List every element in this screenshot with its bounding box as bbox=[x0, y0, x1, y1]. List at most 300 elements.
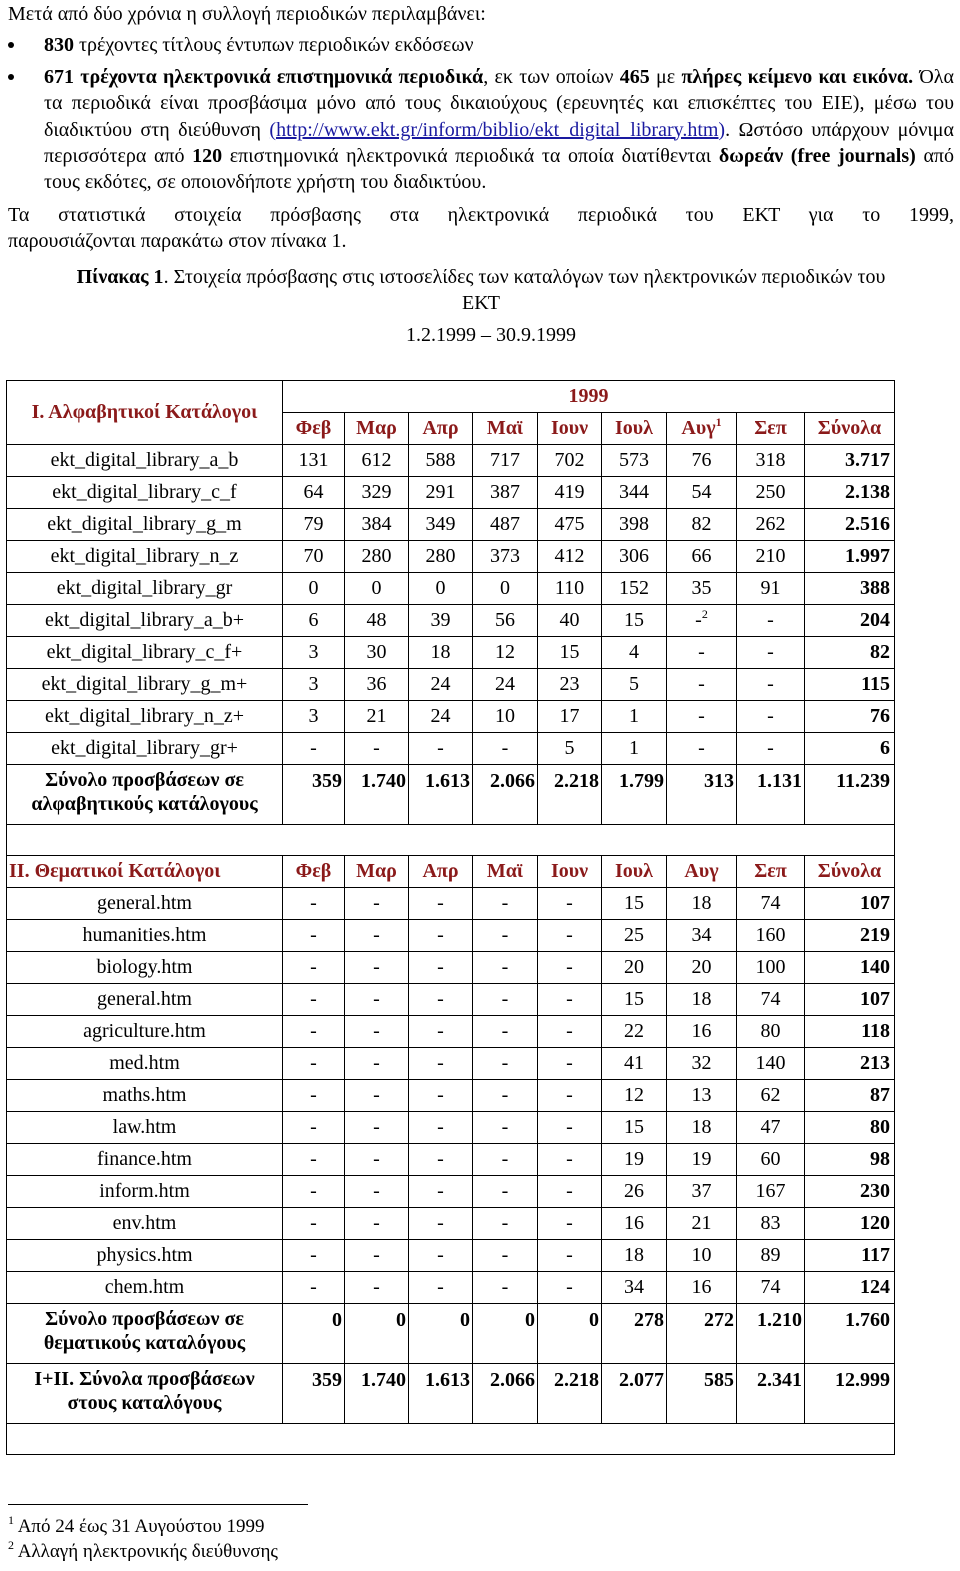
sum-value: 2.218 bbox=[538, 765, 602, 825]
table-row bbox=[7, 1048, 895, 1080]
value-cell: 6 bbox=[283, 605, 345, 637]
footnote-text: Από 24 έως 31 Αυγούστου 1999 bbox=[14, 1516, 265, 1537]
table-row bbox=[7, 605, 895, 637]
sum-value: 0 bbox=[283, 1304, 345, 1364]
total-cell: 124 bbox=[805, 1272, 895, 1304]
value-cell: - bbox=[283, 1080, 345, 1112]
value-cell: - bbox=[283, 984, 345, 1016]
value-cell: 79 bbox=[283, 509, 345, 541]
value-cell: - bbox=[283, 1112, 345, 1144]
print-text: τρέχοντες τίτλους έντυπων περιοδικών εκδόσεων bbox=[74, 34, 474, 57]
table-row bbox=[7, 573, 895, 605]
value-cell: 83 bbox=[737, 1208, 805, 1240]
month-header: Μαϊ bbox=[473, 413, 538, 445]
blank-row bbox=[7, 825, 895, 856]
value-cell: - bbox=[345, 1240, 409, 1272]
total-cell: 82 bbox=[805, 637, 895, 669]
value-cell: - bbox=[538, 1048, 602, 1080]
total-cell: 6 bbox=[805, 733, 895, 765]
free-text: από τους εκδότες, σε οποιονδήποτε χρήστη του διαδικτύου. bbox=[44, 144, 955, 194]
value-cell: - bbox=[345, 888, 409, 920]
value-cell: 12 bbox=[473, 637, 538, 669]
value-cell: 412 bbox=[538, 541, 602, 573]
stats-paragraph-line: Τα στατιστικά στοιχεία πρόσβασης στα ηλεκτρονικά περιοδικά του ΕΚΤ για το 1999, bbox=[8, 203, 954, 226]
month-header: Φεβ bbox=[283, 856, 345, 888]
value-cell: 329 bbox=[345, 477, 409, 509]
total-cell: 213 bbox=[805, 1048, 895, 1080]
table-row bbox=[7, 445, 895, 477]
value-cell: 702 bbox=[538, 445, 602, 477]
value-cell: - bbox=[409, 920, 473, 952]
value-cell: - bbox=[737, 733, 805, 765]
value-cell: - bbox=[409, 1080, 473, 1112]
value-cell: - bbox=[667, 637, 737, 669]
sum-row-alphabetical bbox=[7, 765, 895, 825]
period-text: 1.2.1999 – 30.9.1999 bbox=[406, 324, 576, 347]
sum-value: 0 bbox=[409, 1304, 473, 1364]
value-cell: - bbox=[473, 952, 538, 984]
sum-label: Σύνολο προσβάσεων σε αλφαβητικούς κατάλογους bbox=[7, 765, 283, 825]
sum-value: 278 bbox=[602, 1304, 667, 1364]
sum-value: 1.131 bbox=[737, 765, 805, 825]
stats-table bbox=[6, 380, 895, 1455]
value-cell: 21 bbox=[667, 1208, 737, 1240]
blank-row bbox=[7, 1424, 895, 1455]
total-cell: 3.717 bbox=[805, 445, 895, 477]
value-cell: - bbox=[538, 1016, 602, 1048]
table-row bbox=[7, 1208, 895, 1240]
total-cell: 107 bbox=[805, 888, 895, 920]
value-cell: - bbox=[345, 1272, 409, 1304]
bullet-icon bbox=[8, 74, 14, 80]
value-cell: 487 bbox=[473, 509, 538, 541]
total-cell: 107 bbox=[805, 984, 895, 1016]
value-cell: 167 bbox=[737, 1176, 805, 1208]
sum-value: 359 bbox=[283, 765, 345, 825]
value-cell: 250 bbox=[737, 477, 805, 509]
value-cell: 19 bbox=[602, 1144, 667, 1176]
value-cell: 3 bbox=[283, 701, 345, 733]
value-cell: - bbox=[538, 1176, 602, 1208]
catalog-name: humanities.htm bbox=[7, 920, 283, 952]
value-cell: 16 bbox=[667, 1272, 737, 1304]
value-cell: 35 bbox=[667, 573, 737, 605]
value-cell: 16 bbox=[602, 1208, 667, 1240]
access-text: Όλα τα περιοδικά είναι προσβάσιμα μόνο από τους δικαιούχους (ερευνητές και επισκέπτες του ΕΙΕ), μέσω του διαδικτύου στη διεύθυνση bbox=[44, 65, 954, 141]
total-cell: 2.516 bbox=[805, 509, 895, 541]
value-cell: 18 bbox=[409, 637, 473, 669]
value-cell: 4 bbox=[602, 637, 667, 669]
total-cell: 120 bbox=[805, 1208, 895, 1240]
value-cell: 36 bbox=[345, 669, 409, 701]
value-cell: 373 bbox=[473, 541, 538, 573]
month-header: Απρ bbox=[409, 413, 473, 445]
value-cell: 23 bbox=[538, 669, 602, 701]
total-cell: 87 bbox=[805, 1080, 895, 1112]
total-cell: 118 bbox=[805, 1016, 895, 1048]
blank-cell bbox=[7, 1424, 895, 1455]
sum-value: 2.341 bbox=[737, 1364, 805, 1424]
value-cell: 82 bbox=[667, 509, 737, 541]
value-cell: - bbox=[667, 733, 737, 765]
value-cell: 13 bbox=[667, 1080, 737, 1112]
sum-value: 2.066 bbox=[473, 1364, 538, 1424]
bullet-list bbox=[8, 32, 954, 195]
value-cell: 74 bbox=[737, 1272, 805, 1304]
value-cell: 64 bbox=[283, 477, 345, 509]
sum-value: 1.613 bbox=[409, 1364, 473, 1424]
footnote-ref: 2 bbox=[701, 607, 708, 622]
value-cell: 70 bbox=[283, 541, 345, 573]
value-cell: 40 bbox=[538, 605, 602, 637]
value-cell: - bbox=[345, 952, 409, 984]
catalog-name: chem.htm bbox=[7, 1272, 283, 1304]
total-cell: 204 bbox=[805, 605, 895, 637]
total-cell: 388 bbox=[805, 573, 895, 605]
month-header: Ιουν bbox=[538, 856, 602, 888]
value-cell: - bbox=[473, 733, 538, 765]
month-header: Ιουν bbox=[538, 413, 602, 445]
caption-label: Πίνακας 1 bbox=[76, 265, 164, 288]
value-cell: 47 bbox=[737, 1112, 805, 1144]
sum-value: 585 bbox=[667, 1364, 737, 1424]
footnote-text: Αλλαγή ηλεκτρονικής διεύθυνσης bbox=[14, 1541, 278, 1562]
value-cell: 12 bbox=[602, 1080, 667, 1112]
value-cell: 17 bbox=[538, 701, 602, 733]
value-cell: 20 bbox=[602, 952, 667, 984]
value-cell: - bbox=[473, 1048, 538, 1080]
value-cell: 34 bbox=[667, 920, 737, 952]
value-cell: - bbox=[283, 1208, 345, 1240]
total-cell: 76 bbox=[805, 701, 895, 733]
month-header: Ιουλ bbox=[602, 856, 667, 888]
value-cell: 15 bbox=[602, 984, 667, 1016]
month-header: Σύνολα bbox=[805, 413, 895, 445]
value-cell: 62 bbox=[737, 1080, 805, 1112]
value-cell: 15 bbox=[602, 888, 667, 920]
value-cell: - bbox=[283, 888, 345, 920]
total-cell: 140 bbox=[805, 952, 895, 984]
table-row bbox=[7, 1080, 895, 1112]
value-cell: - bbox=[345, 1144, 409, 1176]
value-cell: 76 bbox=[667, 445, 737, 477]
catalog-name: ekt_digital_library_gr bbox=[7, 573, 283, 605]
value-cell: - bbox=[737, 669, 805, 701]
value-cell: 91 bbox=[737, 573, 805, 605]
table-row bbox=[7, 888, 895, 920]
value-cell: 588 bbox=[409, 445, 473, 477]
value-cell: - bbox=[473, 1112, 538, 1144]
value-cell: - bbox=[473, 1016, 538, 1048]
sum-value: 1.210 bbox=[737, 1304, 805, 1364]
value-cell: - bbox=[345, 1048, 409, 1080]
value-cell: - bbox=[409, 733, 473, 765]
value-cell: - bbox=[473, 1272, 538, 1304]
sum-label: Ι+ΙΙ. Σύνολα προσβάσεων στους καταλόγους bbox=[7, 1364, 283, 1424]
value-cell: 280 bbox=[409, 541, 473, 573]
catalog-name: med.htm bbox=[7, 1048, 283, 1080]
table-row bbox=[7, 733, 895, 765]
value-cell: - bbox=[345, 1016, 409, 1048]
document-page bbox=[8, 0, 954, 349]
table-row bbox=[7, 509, 895, 541]
value-cell: 398 bbox=[602, 509, 667, 541]
value-cell: - bbox=[538, 1240, 602, 1272]
value-cell: 0 bbox=[283, 573, 345, 605]
value-cell: 25 bbox=[602, 920, 667, 952]
value-cell: 306 bbox=[602, 541, 667, 573]
value-cell: 15 bbox=[602, 1112, 667, 1144]
sum-value: 359 bbox=[283, 1364, 345, 1424]
intro-text: Μετά από δύο χρόνια η συλλογή περιοδικών περιλαμβάνει: bbox=[8, 3, 486, 25]
fulltext-count: 465 bbox=[619, 65, 650, 88]
value-cell: 419 bbox=[538, 477, 602, 509]
sum-value: 0 bbox=[345, 1304, 409, 1364]
value-cell: 48 bbox=[345, 605, 409, 637]
value-cell: 21 bbox=[345, 701, 409, 733]
value-cell: - bbox=[345, 1080, 409, 1112]
footnote-mark: 1 bbox=[8, 1513, 14, 1527]
value-cell: 291 bbox=[409, 477, 473, 509]
value-cell: 41 bbox=[602, 1048, 667, 1080]
footnote-ref: 1 bbox=[715, 415, 722, 430]
bullet-icon bbox=[8, 42, 14, 48]
value-cell: - bbox=[538, 1144, 602, 1176]
value-cell: 32 bbox=[667, 1048, 737, 1080]
ejournal-count: 671 bbox=[44, 65, 74, 88]
value-cell: - bbox=[409, 1176, 473, 1208]
value-cell: 74 bbox=[737, 984, 805, 1016]
total-cell: 98 bbox=[805, 1144, 895, 1176]
value-cell: - bbox=[538, 920, 602, 952]
ejournal-text: , εκ των οποίων bbox=[483, 65, 620, 88]
value-cell: - bbox=[667, 669, 737, 701]
table-row bbox=[7, 637, 895, 669]
value-cell: 3 bbox=[283, 637, 345, 669]
value-cell: - bbox=[737, 701, 805, 733]
value-cell: - bbox=[283, 1272, 345, 1304]
value-cell: - bbox=[409, 1272, 473, 1304]
section-title: ΙΙ. Θεματικοί Κατάλογοι bbox=[7, 856, 283, 888]
value-cell: - bbox=[473, 1080, 538, 1112]
catalog-name: finance.htm bbox=[7, 1144, 283, 1176]
value-cell: - bbox=[473, 1176, 538, 1208]
value-cell: 140 bbox=[737, 1048, 805, 1080]
footnote-mark: 2 bbox=[8, 1538, 14, 1552]
value-cell: 15 bbox=[602, 605, 667, 637]
value-cell: 56 bbox=[473, 605, 538, 637]
value-cell: 717 bbox=[473, 445, 538, 477]
catalog-name: general.htm bbox=[7, 984, 283, 1016]
caption-text: . Στοιχεία πρόσβασης στις ιστοσελίδες των καταλόγων των ηλεκτρονικών περιοδικών του bbox=[163, 265, 886, 288]
catalog-name: law.htm bbox=[7, 1112, 283, 1144]
value-cell: - bbox=[409, 1016, 473, 1048]
value-cell: - bbox=[409, 888, 473, 920]
month-header: Φεβ bbox=[283, 413, 345, 445]
value-cell: 19 bbox=[667, 1144, 737, 1176]
total-cell: 2.138 bbox=[805, 477, 895, 509]
value-cell: - bbox=[345, 984, 409, 1016]
table-row bbox=[7, 1112, 895, 1144]
value-cell: - bbox=[473, 1240, 538, 1272]
table-row bbox=[7, 920, 895, 952]
sum-value: 1.799 bbox=[602, 765, 667, 825]
value-cell: 54 bbox=[667, 477, 737, 509]
value-cell: 18 bbox=[602, 1240, 667, 1272]
value-cell: - bbox=[667, 701, 737, 733]
library-link[interactable]: (http://www.ekt.gr/inform/biblio/ekt_digital_library.htm) bbox=[269, 118, 726, 141]
total-cell: 230 bbox=[805, 1176, 895, 1208]
catalog-name: maths.htm bbox=[7, 1080, 283, 1112]
value-cell: - bbox=[737, 605, 805, 637]
table-row bbox=[7, 1144, 895, 1176]
value-cell: 24 bbox=[473, 669, 538, 701]
value-cell: 22 bbox=[602, 1016, 667, 1048]
value-cell: 280 bbox=[345, 541, 409, 573]
table-row bbox=[7, 669, 895, 701]
sum-value: 1.613 bbox=[409, 765, 473, 825]
sum-value: 313 bbox=[667, 765, 737, 825]
value-cell: 131 bbox=[283, 445, 345, 477]
value-cell: 1 bbox=[602, 701, 667, 733]
catalog-name: physics.htm bbox=[7, 1240, 283, 1272]
table-row bbox=[7, 1272, 895, 1304]
catalog-name: env.htm bbox=[7, 1208, 283, 1240]
value-cell: 15 bbox=[538, 637, 602, 669]
year-header: 1999 bbox=[283, 381, 895, 413]
value-cell: 74 bbox=[737, 888, 805, 920]
value-cell: 384 bbox=[345, 509, 409, 541]
value-cell: - bbox=[345, 1112, 409, 1144]
value-cell: - bbox=[409, 1240, 473, 1272]
sum-value: 0 bbox=[538, 1304, 602, 1364]
month-header: Μαϊ bbox=[473, 856, 538, 888]
free-text: . Ωστόσο υπάρχουν μόνιμα περισσότερα από bbox=[44, 118, 955, 167]
sum-label: Σύνολο προσβάσεων σε θεματικούς καταλόγους bbox=[7, 1304, 283, 1364]
total-cell: 1.997 bbox=[805, 541, 895, 573]
value-cell: 18 bbox=[667, 1112, 737, 1144]
total-cell: 219 bbox=[805, 920, 895, 952]
value-cell: - bbox=[538, 1112, 602, 1144]
catalog-name: ekt_digital_library_g_m+ bbox=[7, 669, 283, 701]
total-cell: 117 bbox=[805, 1240, 895, 1272]
value-cell: 66 bbox=[667, 541, 737, 573]
free-count: 120 bbox=[192, 144, 223, 167]
value-cell: - bbox=[409, 984, 473, 1016]
section2-header-row bbox=[7, 856, 895, 888]
ejournal-text: με bbox=[649, 65, 682, 88]
month-header: Ιουλ bbox=[602, 413, 667, 445]
sum-value: 2.077 bbox=[602, 1364, 667, 1424]
catalog-name: ekt_digital_library_c_f bbox=[7, 477, 283, 509]
table-row bbox=[7, 984, 895, 1016]
table-row bbox=[7, 541, 895, 573]
value-cell: - bbox=[283, 920, 345, 952]
value-cell: - bbox=[473, 888, 538, 920]
value-cell: 30 bbox=[345, 637, 409, 669]
bullet-electronic-journals bbox=[8, 64, 954, 196]
value-cell: 24 bbox=[409, 669, 473, 701]
table-row bbox=[7, 1176, 895, 1208]
value-cell: - bbox=[409, 1048, 473, 1080]
month-header: Μαρ bbox=[345, 413, 409, 445]
sum-row-overall bbox=[7, 1364, 895, 1424]
value-cell: - bbox=[737, 637, 805, 669]
ejournal-label: τρέχοντα ηλεκτρονικά επιστημονικά περιοδικά bbox=[74, 65, 484, 88]
value-cell: 20 bbox=[667, 952, 737, 984]
value-cell: 387 bbox=[473, 477, 538, 509]
caption-text-2: ΕΚΤ bbox=[462, 291, 500, 314]
catalog-name: ekt_digital_library_g_m bbox=[7, 509, 283, 541]
value-cell: 26 bbox=[602, 1176, 667, 1208]
value-cell: - bbox=[283, 1176, 345, 1208]
value-cell: 10 bbox=[473, 701, 538, 733]
value-cell: 34 bbox=[602, 1272, 667, 1304]
value-cell: 110 bbox=[538, 573, 602, 605]
total-cell: 115 bbox=[805, 669, 895, 701]
sum-total: 12.999 bbox=[805, 1364, 895, 1424]
value-cell: - bbox=[283, 1016, 345, 1048]
free-journals-label: δωρεάν (free journals) bbox=[718, 144, 916, 167]
value-cell: 16 bbox=[667, 1016, 737, 1048]
value-cell: 1 bbox=[602, 733, 667, 765]
value-cell: 152 bbox=[602, 573, 667, 605]
value-cell: - bbox=[283, 952, 345, 984]
value-cell: - bbox=[283, 1240, 345, 1272]
catalog-name: inform.htm bbox=[7, 1176, 283, 1208]
catalog-name: agriculture.htm bbox=[7, 1016, 283, 1048]
value-cell: - bbox=[473, 920, 538, 952]
table-row bbox=[7, 701, 895, 733]
value-cell: 573 bbox=[602, 445, 667, 477]
sum-value: 272 bbox=[667, 1304, 737, 1364]
value-cell: 344 bbox=[602, 477, 667, 509]
value-cell: - bbox=[409, 952, 473, 984]
sum-value: 0 bbox=[473, 1304, 538, 1364]
sum-row-thematic bbox=[7, 1304, 895, 1364]
stats-paragraph-end: παρουσιάζονται παρακάτω στον πίνακα 1. bbox=[8, 230, 347, 253]
value-cell: - bbox=[283, 733, 345, 765]
catalog-name: biology.htm bbox=[7, 952, 283, 984]
value-cell: 3 bbox=[283, 669, 345, 701]
print-count: 830 bbox=[44, 34, 74, 57]
value-cell: 18 bbox=[667, 984, 737, 1016]
value-cell: 5 bbox=[538, 733, 602, 765]
catalog-name: ekt_digital_library_a_b+ bbox=[7, 605, 283, 637]
value-cell: 39 bbox=[409, 605, 473, 637]
value-cell: - bbox=[345, 1208, 409, 1240]
footnote-divider bbox=[8, 1504, 308, 1505]
value-cell: - bbox=[283, 1048, 345, 1080]
value-cell: 10 bbox=[667, 1240, 737, 1272]
sum-value: 1.740 bbox=[345, 765, 409, 825]
catalog-name: ekt_digital_library_gr+ bbox=[7, 733, 283, 765]
catalog-name: general.htm bbox=[7, 888, 283, 920]
value-cell: 24 bbox=[409, 701, 473, 733]
bullet-print-journals bbox=[8, 32, 954, 58]
footnote-2 bbox=[8, 1539, 278, 1564]
value-cell: 318 bbox=[737, 445, 805, 477]
value-cell: - bbox=[538, 888, 602, 920]
month-header: Σύνολα bbox=[805, 856, 895, 888]
sum-value: 2.066 bbox=[473, 765, 538, 825]
table-caption bbox=[8, 264, 954, 317]
sum-total: 11.239 bbox=[805, 765, 895, 825]
value-cell: - bbox=[345, 920, 409, 952]
table-row bbox=[7, 952, 895, 984]
value-cell: - bbox=[409, 1144, 473, 1176]
sum-value: 1.740 bbox=[345, 1364, 409, 1424]
